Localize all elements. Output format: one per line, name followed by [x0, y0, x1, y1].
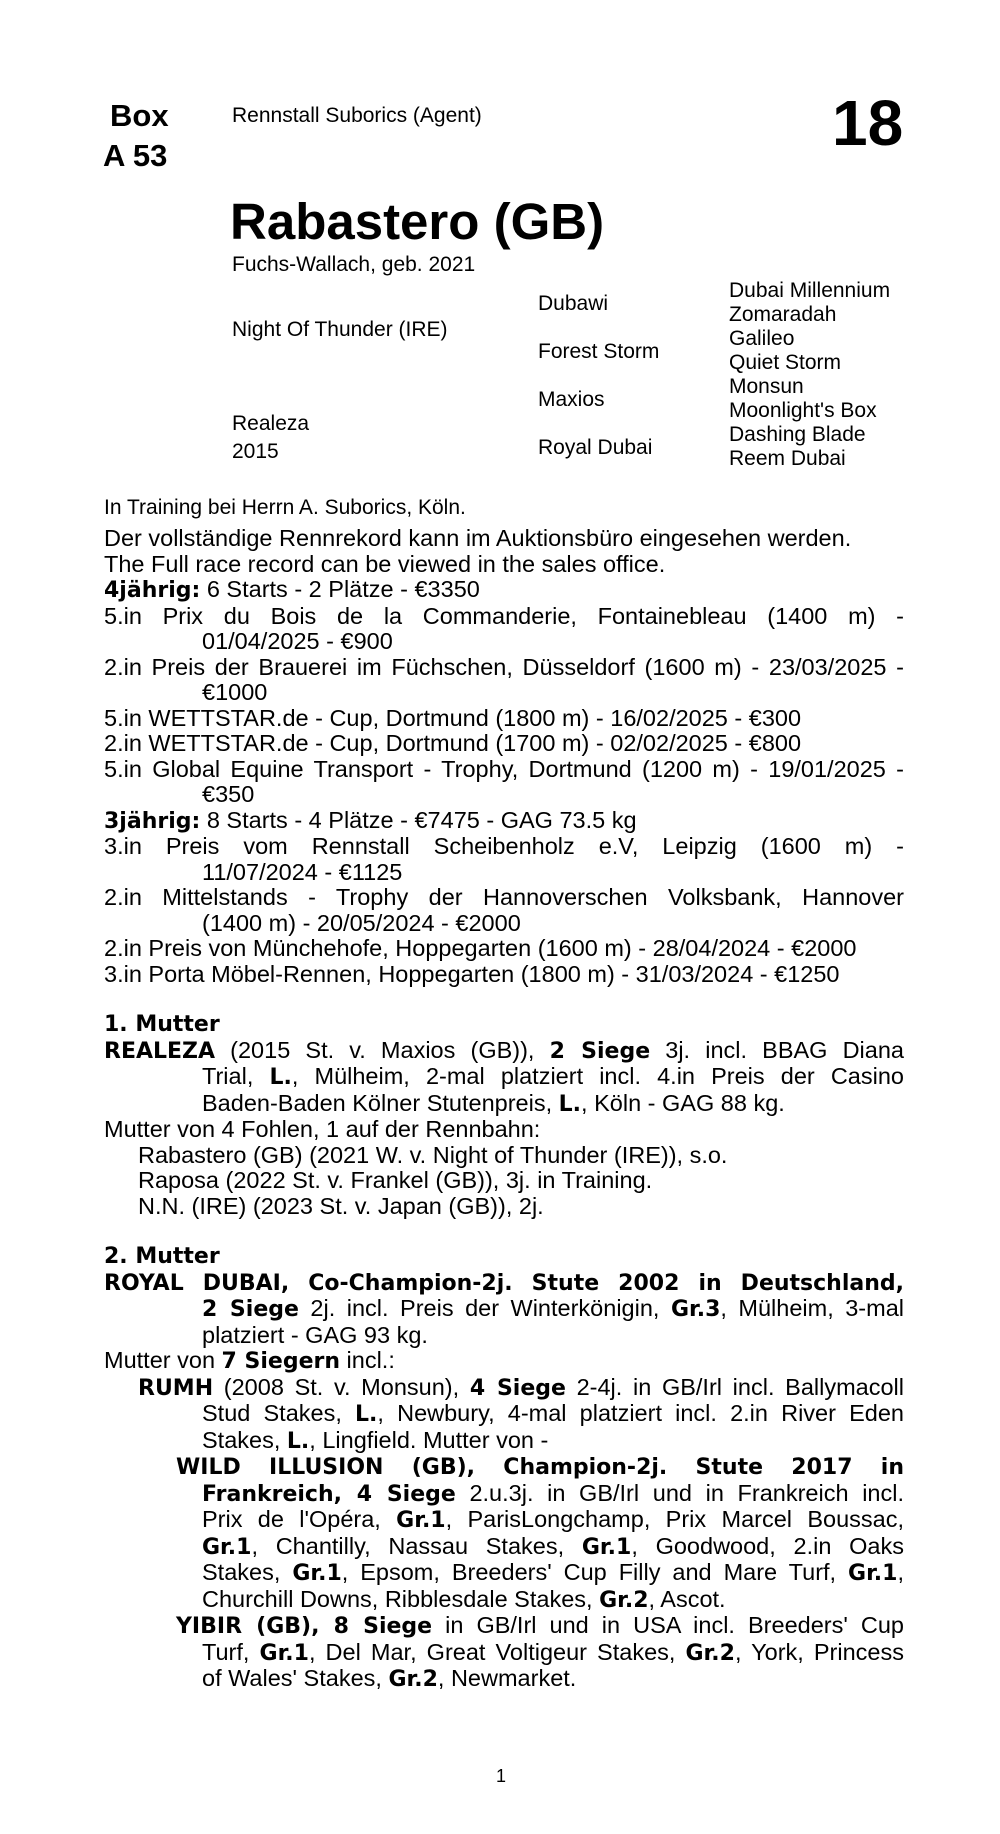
second-dam-heading: 2. Mutter: [104, 1244, 220, 1269]
rumh-name: RUMH: [138, 1375, 214, 1401]
age4-summary: [104, 577, 904, 604]
pedigree-dam: Realeza: [232, 412, 310, 435]
first-dam-name: REALEZA: [104, 1038, 216, 1064]
age4-label: 4jährig:: [104, 578, 201, 603]
consignor: Rennstall Suborics (Agent): [232, 104, 482, 127]
pedigree-great-grandparents: [729, 279, 890, 471]
first-dam-heading: 1. Mutter: [104, 1012, 220, 1037]
yibir-line: of Wales' Stakes, Gr.2, Newmarket.: [202, 1665, 577, 1692]
rumh-line: Stakes, L., Lingfield. Mutter von -: [202, 1426, 549, 1454]
produce-item: Rabastero (GB) (2021 W. v. Night of Thunder (IRE)), s.o.: [138, 1141, 728, 1168]
box-number: A 53: [103, 138, 168, 173]
pedigree-grandparent: Maxios: [538, 388, 605, 411]
race-entry-cont: (1400 m) - 20/05/2024 - €2000: [202, 909, 521, 936]
first-dam-line: Baden-Baden Kölner Stutenpreis, L., Köln - GAG 88 kg.: [202, 1089, 785, 1117]
pedigree-sire: Night Of Thunder (IRE): [232, 318, 448, 341]
age3-summary: [104, 808, 904, 835]
produce-item: Raposa (2022 St. v. Frankel (GB)), 3j. in Training.: [138, 1167, 653, 1193]
wild-illusion-line: Prix de l'Opéra, Gr.1, ParisLongchamp, Prix Marcel Boussac,: [202, 1506, 904, 1533]
race-entry-cont: 11/07/2024 - €1125: [202, 858, 403, 885]
pedigree-great-grandparent: Galileo: [729, 327, 795, 350]
second-dam-intro: Mutter von 7 Siegern incl.:: [104, 1347, 395, 1374]
pedigree-great-grandparent: Quiet Storm: [729, 351, 842, 374]
pedigree-great-grandparent: Zomaradah: [729, 303, 837, 326]
produce-item: N.N. (IRE) (2023 St. v. Japan (GB)), 2j.: [138, 1192, 544, 1219]
race-entry: 2.in Preis von Münchehofe, Hoppegarten (1600 m) - 28/04/2024 - €2000: [104, 935, 857, 961]
age3-label: 3jährig:: [104, 808, 201, 834]
box-label: Box: [110, 98, 169, 133]
wild-illusion-line: Stakes, Gr.1, Epsom, Breeders' Cup Filly and Mare Turf, Gr.1,: [202, 1559, 904, 1586]
second-dam-name: ROYAL DUBAI: [104, 1270, 281, 1296]
wild-illusion-line: Churchill Downs, Ribblesdale Stakes, Gr.2, Ascot.: [202, 1585, 726, 1613]
record-note-de: Der vollständige Rennrekord kann im Auktionsbüro eingesehen werden.: [104, 525, 852, 551]
second-dam-line: 2 Siege 2j. incl. Preis der Winterkönigin, Gr.3, Mülheim, 3-mal: [202, 1295, 904, 1322]
pedigree-great-grandparent: Monsun: [729, 375, 804, 398]
race-entry-cont: €350: [202, 781, 255, 807]
race-entry: 5.in Prix du Bois de la Commanderie, Fontainebleau (1400 m) -: [104, 602, 904, 629]
second-dam-line: platziert - GAG 93 kg.: [202, 1321, 428, 1348]
pedigree-great-grandparent: Moonlight's Box: [729, 399, 877, 422]
rumh-line: RUMH (2008 St. v. Monsun), 4 Siege 2-4j. in GB/Irl incl. Ballymacoll: [138, 1373, 904, 1401]
race-entry-cont: 01/04/2025 - €900: [202, 628, 393, 654]
race-entry: 5.in Global Equine Transport - Trophy, Dortmund (1200 m) - 19/01/2025 -: [104, 755, 904, 782]
yibir-line: YIBIR (GB), 8 Siege in GB/Irl und in USA incl. Breeders' Cup: [176, 1612, 904, 1639]
second-dam-line: ROYAL DUBAI, Co-Champion-2j. Stute 2002 in Deutschland,: [104, 1270, 904, 1296]
first-dam-line: Trial, L., Mülheim, 2-mal platziert incl. 4.in Preis der Casino: [202, 1063, 904, 1090]
race-record: [104, 526, 904, 1693]
lot-number: 18: [832, 87, 904, 159]
horse-description: Fuchs-Wallach, geb. 2021: [232, 253, 476, 276]
pedigree-grandparent: Dubawi: [538, 292, 609, 315]
race-entry: 2.in Mittelstands - Trophy der Hannoverschen Volksbank, Hannover: [104, 884, 904, 910]
pedigree-grandparent: Royal Dubai: [538, 436, 653, 459]
race-entry: 2.in Preis der Brauerei im Füchschen, Düsseldorf (1600 m) - 23/03/2025 -: [104, 653, 904, 680]
record-note-en: The Full race record can be viewed in the sales office.: [104, 550, 666, 577]
pedigree-great-grandparent: Reem Dubai: [729, 447, 846, 470]
first-dam-produce-intro: Mutter von 4 Fohlen, 1 auf der Rennbahn:: [104, 1116, 541, 1142]
yibir-line: Turf, Gr.1, Del Mar, Great Voltigeur Stakes, Gr.2, York, Princess: [202, 1638, 904, 1666]
race-entry: 2.in WETTSTAR.de - Cup, Dortmund (1700 m) - 02/02/2025 - €800: [104, 730, 802, 756]
wild-illusion-line: WILD ILLUSION (GB), Champion-2j. Stute 2017 in: [176, 1455, 904, 1480]
page-number: 1: [496, 1766, 507, 1786]
wild-illusion-line: Gr.1, Chantilly, Nassau Stakes, Gr.1, Goodwood, 2.in Oaks: [202, 1532, 904, 1560]
age4-summary-text: 6 Starts - 2 Plätze - €3350: [200, 576, 480, 602]
wild-illusion-line: Frankreich, 4 Siege 2.u.3j. in GB/Irl und in Frankreich incl.: [202, 1479, 904, 1507]
race-entry-cont: €1000: [202, 679, 268, 705]
race-entry: 5.in WETTSTAR.de - Cup, Dortmund (1800 m) - 16/02/2025 - €300: [104, 704, 802, 731]
pedigree-grandparent: Forest Storm: [538, 340, 660, 363]
horse-name: Rabastero (GB): [230, 193, 605, 250]
training-note: In Training bei Herrn A. Suborics, Köln.: [104, 496, 466, 519]
first-dam-line: REALEZA (2015 St. v. Maxios (GB)), 2 Siege 3j. incl. BBAG Diana: [104, 1036, 904, 1064]
pedigree-dam-year: 2015: [232, 440, 279, 463]
rumh-line: Stud Stakes, L., Newbury, 4-mal platziert incl. 2.in River Eden: [202, 1400, 904, 1427]
pedigree-great-grandparent: Dashing Blade: [729, 423, 866, 446]
race-entry: 3.in Preis vom Rennstall Scheibenholz e.V, Leipzig (1600 m) -: [104, 833, 904, 859]
race-entry: 3.in Porta Möbel-Rennen, Hoppegarten (1800 m) - 31/03/2024 - €1250: [104, 960, 840, 987]
age3-summary-text: 8 Starts - 4 Plätze - €7475 - GAG 73.5 kg: [200, 806, 637, 833]
pedigree-great-grandparent: Dubai Millennium: [729, 279, 891, 302]
